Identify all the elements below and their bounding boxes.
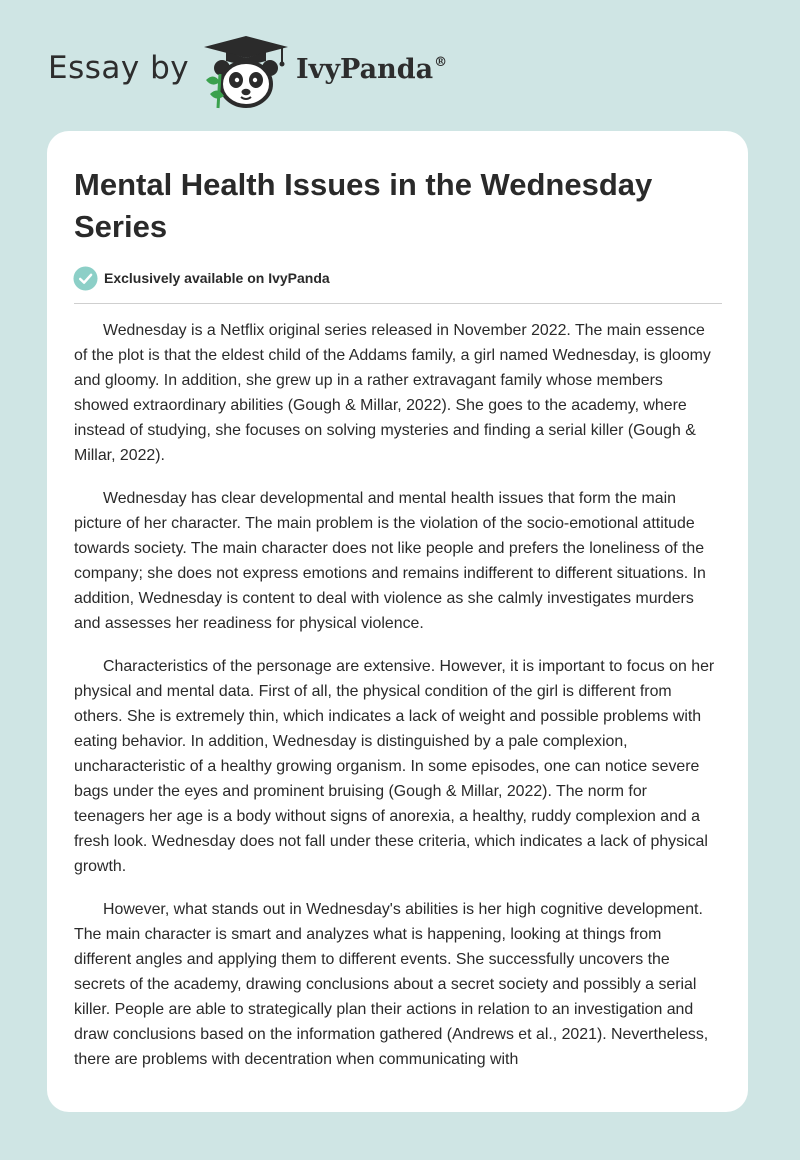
panda-graduate-icon[interactable] — [200, 34, 292, 110]
page-title: Mental Health Issues in the Wednesday Series — [74, 167, 653, 244]
brand-name-text: IvyPanda — [296, 54, 434, 85]
paragraph: Wednesday is a Netflix original series released in November 2022. The main essence of the plot is that the eldest child of the Addams family, a girl named Wednesday, is gloomy and gloomy. In addition, she grew up in a rather extravagant family whose members showed extraordinary abilities (Gough & Millar, 2022). She goes to the academy, where instead of studying, she focuses on solving mysteries and finding a serial killer (Gough & Millar, 2022). — [74, 322, 711, 464]
exclusive-badge — [73, 265, 330, 291]
essay-by-label: Essay by — [48, 50, 190, 86]
registered-mark: ® — [434, 55, 448, 70]
exclusive-badge-label: Exclusively available on IvyPanda — [104, 270, 330, 286]
paragraph: Wednesday has clear developmental and mental health issues that form the main picture of her character. The main problem is the violation of the socio-emotional attitude towards society. The main character does not like people and prefers the loneliness of the company; she does not express emotions and remains indifferent to different situations. In addition, Wednesday is content to deal with violence as she calmly investigates murders and assesses her readiness for physical violence. — [74, 490, 706, 632]
paragraph: Characteristics of the personage are extensive. However, it is important to focus on her physical and mental data. First of all, the physical condition of the girl is different from others. She is extremely thin, which indicates a lack of weight and possible problems with eating behavior. In addition, Wednesday is distinguished by a pale complexion, uncharacteristic of a healthy growing organism. In some episodes, one can notice severe bags under the eyes and prominent bruising (Gough & Millar, 2022). The norm for teenagers her age is a body without signs of anorexia, a healthy, ruddy complexion and a fresh look. Wednesday does not fall under these criteria, which indicates a lack of physical growth. — [74, 658, 715, 875]
brand-name[interactable] — [296, 54, 447, 85]
essay-card — [47, 131, 748, 1112]
site-header — [0, 0, 800, 130]
essay-body — [74, 318, 722, 1090]
check-circle-icon — [73, 266, 98, 291]
paragraph: However, what stands out in Wednesday's abilities is her high cognitive development. The main character is smart and analyzes what is happening, looking at things from different angles and applying them to different events. She successfully uncovers the secrets of the academy, drawing conclusions about a secret society and possibly a serial killer. People are able to strategically plan their actions in relation to an investigation and draw conclusions based on the information gathered (Andrews et al., 2021). Nevertheless, there are problems with decentration when communicating with — [74, 901, 709, 1068]
divider — [74, 303, 722, 304]
